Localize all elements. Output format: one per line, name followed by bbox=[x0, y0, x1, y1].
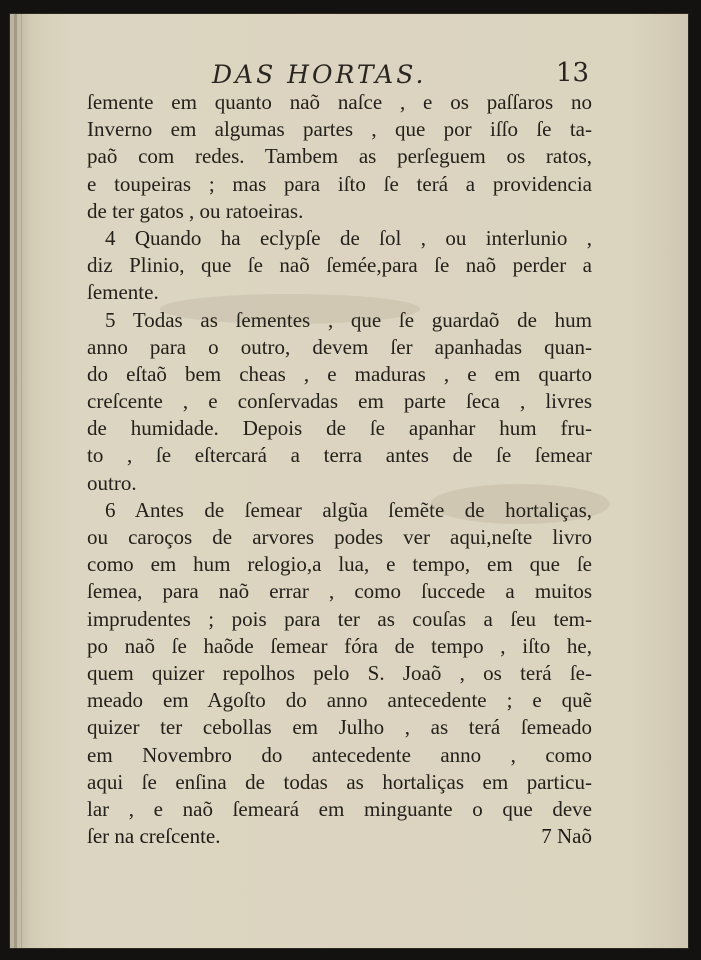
text-line: ſemea, para naõ errar , como ſuccede a muitos bbox=[87, 579, 592, 604]
text-line: de humidade. Depois de ſe apanhar hum fru- bbox=[87, 416, 592, 441]
book-page bbox=[10, 14, 688, 948]
paragraph-4-start: 4 Quando ha eclypſe de ſol , ou interlunio , bbox=[105, 225, 592, 250]
text-line: ſemente em quanto naõ naſce , e os paſſaros no bbox=[87, 90, 592, 114]
text-line: diz Plinio, que ſe naõ ſemée,para ſe naõ perder a bbox=[87, 253, 592, 278]
text-line: ſemente. bbox=[87, 280, 159, 305]
paragraph-5-start: 5 Todas as ſementes , que ſe guardaõ de hum bbox=[105, 307, 592, 332]
body-text bbox=[87, 89, 592, 850]
text-line: po naõ ſe haõde ſemear fóra de tempo , iſto he, bbox=[87, 633, 592, 658]
text-line: do eſtaõ bem cheas , e maduras , e em quarto bbox=[87, 361, 592, 386]
text-line: creſcente , e conſervadas em parte ſeca , livres bbox=[87, 389, 592, 414]
text-line: to , ſe eſtercará a terra antes de ſe ſemear bbox=[87, 443, 592, 468]
paragraph-6-start: 6 Antes de ſemear algũa ſemẽte de hortaliças, bbox=[105, 497, 592, 522]
text-line: paõ com redes. Tambem as perſeguem os ratos, bbox=[87, 144, 592, 169]
text-line: aqui ſe enſina de todas as hortaliças em particu- bbox=[87, 769, 592, 794]
catchword: 7 Naõ bbox=[541, 824, 592, 849]
text-line: meado em Agoſto do anno antecedente ; e quẽ bbox=[87, 688, 592, 713]
text-line: outro. bbox=[87, 470, 137, 495]
text-line: como em hum relogio,a lua, e tempo, em que ſe bbox=[87, 552, 592, 577]
text-line: lar , e naõ ſemeará em minguante o que deve bbox=[87, 796, 592, 821]
running-title: DAS HORTAS. bbox=[212, 60, 427, 89]
text-line: em Novembro do antecedente anno , como bbox=[87, 742, 592, 767]
text-line: imprudentes ; pois para ter as couſas a ſeu tem- bbox=[87, 606, 592, 631]
final-line bbox=[87, 823, 592, 850]
text-line: Inverno em algumas partes , que por iſſo ſe ta- bbox=[87, 117, 592, 142]
binding-gutter-edge bbox=[21, 14, 22, 948]
text-line: quizer ter cebollas em Julho , as terá ſemeado bbox=[87, 715, 592, 740]
binding-gutter bbox=[14, 14, 17, 948]
text-line: e toupeiras ; mas para iſto ſe terá a providencia bbox=[87, 171, 592, 196]
text-line: ou caroços de arvores podes ver aqui,neſte livro bbox=[87, 525, 592, 549]
text-line: de ter gatos , ou ratoeiras. bbox=[87, 198, 304, 223]
page-number: 13 bbox=[556, 58, 590, 88]
text-line: anno para o outro, devem ſer apanhadas quan- bbox=[87, 334, 592, 359]
text-line: ſer na creſcente. bbox=[87, 824, 221, 849]
text-line: quem quizer repolhos pelo S. Joaõ , os terá ſe- bbox=[87, 660, 592, 685]
